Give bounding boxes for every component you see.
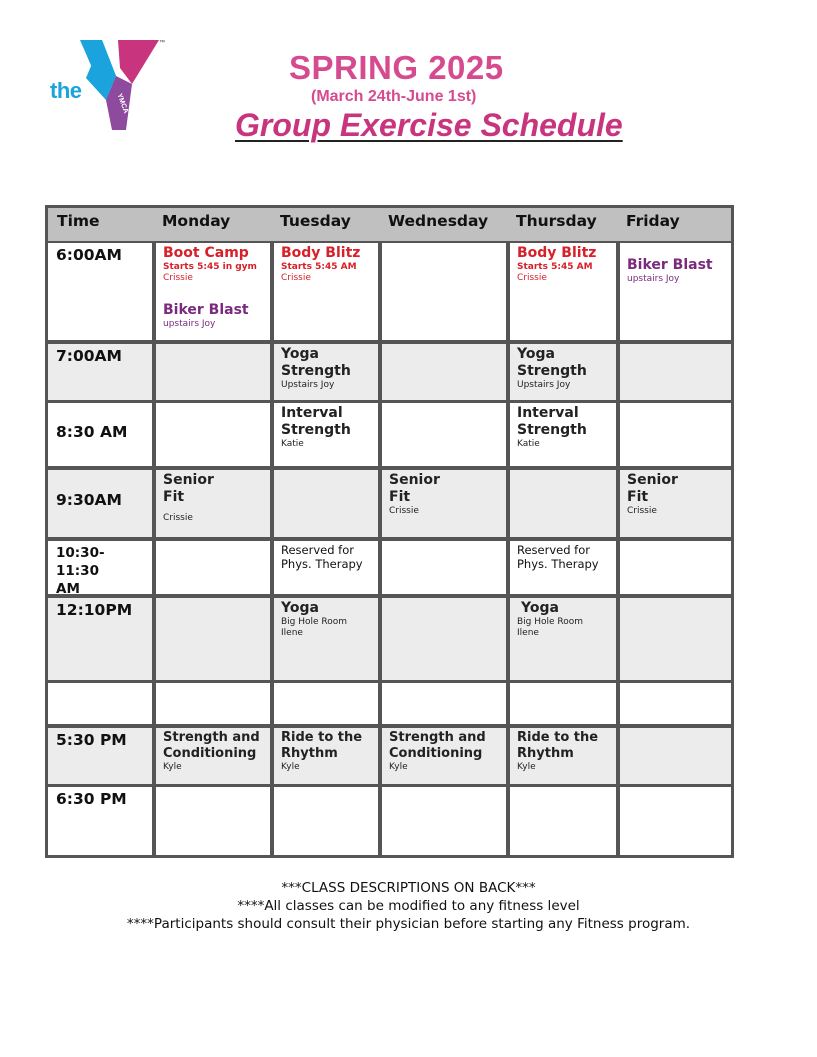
- class-name: Ride to the Rhythm: [517, 730, 599, 761]
- empty-cell: [620, 403, 731, 466]
- footer-line-physician: ****Participants should consult their physician before starting any Fitness program.: [126, 916, 691, 932]
- empty-cell: [274, 470, 378, 537]
- empty-cell: [620, 344, 731, 400]
- class-note: Crissie: [389, 506, 419, 516]
- time-cell: 7:00AM: [48, 344, 152, 400]
- class-note: Crissie: [163, 513, 193, 523]
- class-instructor: Ilene: [281, 628, 303, 638]
- class-cell-tuesday: [274, 403, 378, 466]
- footer-notes: [0, 879, 817, 933]
- empty-cell: [274, 683, 378, 724]
- empty-cell: [156, 683, 270, 724]
- empty-cell: [274, 787, 378, 855]
- class-cell-friday: [620, 470, 731, 537]
- class-name: Boot Camp: [163, 245, 249, 261]
- logo-word-the: the: [50, 78, 82, 103]
- empty-cell: [620, 598, 731, 680]
- time-cell: 10:30- 11:30 AM: [48, 541, 152, 594]
- class-cell-monday: [156, 243, 270, 340]
- class-name: Biker Blast: [163, 302, 249, 318]
- logo-trademark: ™: [159, 40, 165, 46]
- time-cell: 9:30AM: [48, 470, 152, 537]
- empty-cell: [620, 728, 731, 784]
- class-cell-monday: [156, 470, 270, 537]
- empty-cell: [382, 403, 506, 466]
- empty-cell: [382, 243, 506, 340]
- season-dates: (March 24th-June 1st): [311, 88, 477, 105]
- class-text: Reserved for Phys. Therapy: [517, 543, 599, 571]
- class-cell-thursday: [510, 728, 616, 784]
- class-note: Kyle: [163, 762, 182, 772]
- footer-line-modified: ****All classes can be modified to any fitness level: [237, 898, 580, 914]
- class-name: Senior Fit: [389, 472, 440, 505]
- class-note: Kyle: [389, 762, 408, 772]
- class-name: Yoga: [521, 600, 559, 616]
- class-room: Big Hole Room: [517, 617, 584, 627]
- column-header-friday: Friday: [617, 208, 731, 241]
- page-title: Group Exercise Schedule: [235, 107, 623, 143]
- class-instructor: Ilene: [517, 628, 539, 638]
- empty-cell: [620, 683, 731, 724]
- class-note: Upstairs Joy: [517, 380, 571, 390]
- empty-cell: [510, 787, 616, 855]
- column-header-tuesday: Tuesday: [271, 208, 379, 241]
- empty-cell: [156, 344, 270, 400]
- class-cell-monday: [156, 728, 270, 784]
- class-note: Kyle: [517, 762, 536, 772]
- class-note: Upstairs Joy: [281, 380, 335, 390]
- class-name: Strength and Conditioning: [389, 730, 486, 761]
- class-cell-tuesday: [274, 344, 378, 400]
- logo-ymca-text: YMCA: [115, 92, 130, 115]
- time-cell: 5:30 PM: [48, 728, 152, 784]
- class-cell-tuesday: [274, 598, 378, 680]
- class-instructor: Crissie: [163, 273, 193, 283]
- class-name: Interval Strength: [281, 405, 351, 438]
- class-name: Interval Strength: [517, 405, 587, 438]
- class-cell-thursday: [510, 403, 616, 466]
- empty-cell: [382, 344, 506, 400]
- column-header-time: Time: [48, 208, 153, 241]
- class-note: upstairs Joy: [163, 319, 216, 329]
- empty-cell: [382, 541, 506, 594]
- class-cell-tuesday: [274, 728, 378, 784]
- season-title: SPRING 2025: [289, 49, 504, 86]
- class-note: Katie: [281, 439, 304, 449]
- class-name: Strength and Conditioning: [163, 730, 260, 761]
- empty-cell: [620, 541, 731, 594]
- empty-cell: [510, 683, 616, 724]
- class-cell-wednesday: [382, 728, 506, 784]
- empty-cell: [156, 403, 270, 466]
- class-note: Starts 5:45 AM: [281, 262, 357, 272]
- time-cell: 8:30 AM: [48, 403, 152, 466]
- class-cell-thursday: [510, 598, 616, 680]
- class-note: Katie: [517, 439, 540, 449]
- time-cell: 12:10PM: [48, 598, 152, 680]
- class-name: Yoga Strength: [517, 346, 587, 379]
- class-cell-thursday: [510, 541, 616, 594]
- empty-cell: [156, 787, 270, 855]
- class-instructor: Crissie: [281, 273, 311, 283]
- class-instructor: Crissie: [517, 273, 547, 283]
- empty-cell: [382, 787, 506, 855]
- class-name: Body Blitz: [281, 245, 361, 261]
- column-header-wednesday: Wednesday: [379, 208, 507, 241]
- footer-line-descriptions: ***CLASS DESCRIPTIONS ON BACK***: [281, 880, 536, 896]
- empty-cell: [156, 598, 270, 680]
- class-cell-tuesday: [274, 243, 378, 340]
- class-cell-thursday: [510, 243, 616, 340]
- class-note: upstairs Joy: [627, 274, 680, 284]
- class-note: Crissie: [627, 506, 657, 516]
- class-cell-thursday: [510, 344, 616, 400]
- class-room: Big Hole Room: [281, 617, 348, 627]
- ymca-logo: [46, 38, 176, 133]
- time-cell: 6:30 PM: [48, 787, 152, 855]
- empty-cell: [510, 470, 616, 537]
- time-cell-empty: [48, 683, 152, 724]
- column-header-thursday: Thursday: [507, 208, 617, 241]
- schedule-table: [45, 205, 734, 858]
- class-text: Reserved for Phys. Therapy: [281, 543, 363, 571]
- class-name: Biker Blast: [627, 257, 713, 273]
- time-cell: 6:00AM: [48, 243, 152, 340]
- class-note: Starts 5:45 AM: [517, 262, 593, 272]
- class-cell-tuesday: [274, 541, 378, 594]
- class-cell-friday: [620, 243, 731, 340]
- class-name: Senior Fit: [627, 472, 678, 505]
- class-name: Ride to the Rhythm: [281, 730, 363, 761]
- class-cell-wednesday: [382, 470, 506, 537]
- empty-cell: [382, 683, 506, 724]
- class-name: Body Blitz: [517, 245, 597, 261]
- empty-cell: [156, 541, 270, 594]
- empty-cell: [382, 598, 506, 680]
- class-note: Kyle: [281, 762, 300, 772]
- class-name: Yoga Strength: [281, 346, 351, 379]
- class-name: Senior Fit: [163, 472, 214, 505]
- class-note: Starts 5:45 in gym: [163, 262, 257, 272]
- column-header-monday: Monday: [153, 208, 271, 241]
- empty-cell: [620, 787, 731, 855]
- class-name: Yoga: [281, 600, 319, 616]
